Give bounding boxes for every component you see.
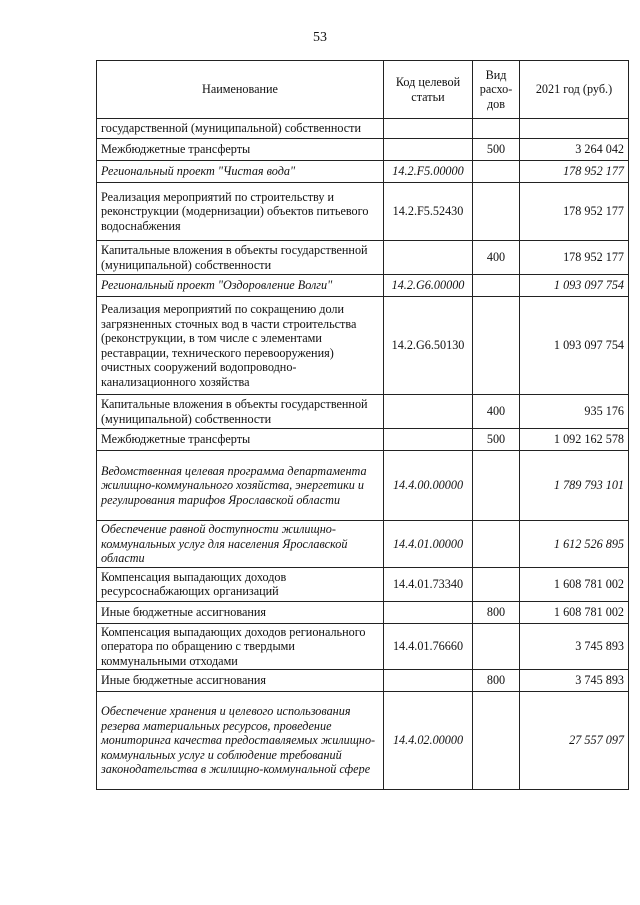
cell-amount xyxy=(520,119,629,139)
page-number: 53 xyxy=(313,30,327,45)
table-header-row xyxy=(97,61,629,119)
cell-name: Компенсация выпадающих доходов регионального оператора по обращению с твердыми коммунальными отходами xyxy=(97,623,384,670)
cell-code: 14.4.01.00000 xyxy=(384,521,473,568)
table-row xyxy=(97,183,629,241)
table-row xyxy=(97,395,629,429)
cell-kind xyxy=(473,161,520,183)
cell-amount: 1 093 097 754 xyxy=(520,275,629,297)
cell-amount: 3 745 893 xyxy=(520,670,629,692)
cell-name: Межбюджетные трансферты xyxy=(97,139,384,161)
cell-code: 14.4.00.00000 xyxy=(384,451,473,521)
table-row xyxy=(97,119,629,139)
cell-kind xyxy=(473,692,520,790)
cell-kind xyxy=(473,183,520,241)
cell-amount: 1 789 793 101 xyxy=(520,451,629,521)
cell-code: 14.2.G6.50130 xyxy=(384,297,473,395)
cell-amount: 1 612 526 895 xyxy=(520,521,629,568)
cell-amount: 178 952 177 xyxy=(520,183,629,241)
cell-amount: 1 093 097 754 xyxy=(520,297,629,395)
cell-amount: 3 745 893 xyxy=(520,623,629,670)
cell-kind: 500 xyxy=(473,429,520,451)
header-amount: 2021 год (руб.) xyxy=(520,61,629,119)
budget-table xyxy=(96,60,629,790)
cell-amount: 178 952 177 xyxy=(520,241,629,275)
cell-name: Иные бюджетные ассигнования xyxy=(97,670,384,692)
cell-code xyxy=(384,395,473,429)
cell-code: 14.2.G6.00000 xyxy=(384,275,473,297)
cell-code xyxy=(384,601,473,623)
cell-kind xyxy=(473,275,520,297)
cell-name: Иные бюджетные ассигнования xyxy=(97,601,384,623)
cell-name: Ведомственная целевая программа департамента жилищно-коммунального хозяйства, энергетики и регулирования тарифов Ярославской области xyxy=(97,451,384,521)
cell-amount: 178 952 177 xyxy=(520,161,629,183)
cell-name: Региональный проект "Оздоровление Волги" xyxy=(97,275,384,297)
header-kind: Вид расхо-дов xyxy=(473,61,520,119)
cell-code xyxy=(384,119,473,139)
table-row xyxy=(97,670,629,692)
header-name: Наименование xyxy=(97,61,384,119)
cell-kind: 500 xyxy=(473,139,520,161)
table-row xyxy=(97,161,629,183)
cell-name: Обеспечение равной доступности жилищно-коммунальных услуг для населения Ярославской области xyxy=(97,521,384,568)
cell-kind xyxy=(473,119,520,139)
cell-kind xyxy=(473,567,520,601)
cell-name: Компенсация выпадающих доходов ресурсоснабжающих организаций xyxy=(97,567,384,601)
header-code: Код целевой статьи xyxy=(384,61,473,119)
cell-kind xyxy=(473,521,520,568)
table-row xyxy=(97,601,629,623)
cell-kind: 800 xyxy=(473,601,520,623)
cell-amount: 935 176 xyxy=(520,395,629,429)
table-row xyxy=(97,451,629,521)
cell-kind xyxy=(473,623,520,670)
cell-code xyxy=(384,670,473,692)
cell-amount: 3 264 042 xyxy=(520,139,629,161)
cell-kind xyxy=(473,451,520,521)
cell-code xyxy=(384,139,473,161)
table-row xyxy=(97,623,629,670)
cell-code: 14.4.01.73340 xyxy=(384,567,473,601)
cell-name: Реализация мероприятий по строительству и реконструкции (модернизации) объектов питьевого водоснабжения xyxy=(97,183,384,241)
table-row xyxy=(97,567,629,601)
cell-code: 14.4.02.00000 xyxy=(384,692,473,790)
table-row xyxy=(97,275,629,297)
cell-code: 14.2.F5.52430 xyxy=(384,183,473,241)
cell-name: Обеспечение хранения и целевого использования резерва материальных ресурсов, проведение мониторинга качества предоставляемых жилищно-коммунальных услуг и соблюдение требований законодательства в жилищно-коммунальной сфере xyxy=(97,692,384,790)
cell-amount: 1 608 781 002 xyxy=(520,567,629,601)
cell-name: Реализация мероприятий по сокращению доли загрязненных сточных вод в части строительства (реконструкции, в том числе с элементами реставрации, технического перевооружения) очистных сооружений водопроводно-канализационного хозяйства xyxy=(97,297,384,395)
cell-kind: 400 xyxy=(473,395,520,429)
table-row xyxy=(97,241,629,275)
cell-code: 14.2.F5.00000 xyxy=(384,161,473,183)
table-row xyxy=(97,297,629,395)
table-row xyxy=(97,692,629,790)
cell-name: Региональный проект "Чистая вода" xyxy=(97,161,384,183)
cell-amount: 27 557 097 xyxy=(520,692,629,790)
table-row xyxy=(97,139,629,161)
table-row xyxy=(97,521,629,568)
cell-name: государственной (муниципальной) собственности xyxy=(97,119,384,139)
cell-code xyxy=(384,241,473,275)
cell-kind xyxy=(473,297,520,395)
cell-name: Капитальные вложения в объекты государственной (муниципальной) собственности xyxy=(97,241,384,275)
cell-code: 14.4.01.76660 xyxy=(384,623,473,670)
table-body xyxy=(97,119,629,790)
cell-name: Капитальные вложения в объекты государственной (муниципальной) собственности xyxy=(97,395,384,429)
cell-name: Межбюджетные трансферты xyxy=(97,429,384,451)
cell-amount: 1 092 162 578 xyxy=(520,429,629,451)
table-row xyxy=(97,429,629,451)
cell-kind: 800 xyxy=(473,670,520,692)
cell-amount: 1 608 781 002 xyxy=(520,601,629,623)
cell-kind: 400 xyxy=(473,241,520,275)
cell-code xyxy=(384,429,473,451)
